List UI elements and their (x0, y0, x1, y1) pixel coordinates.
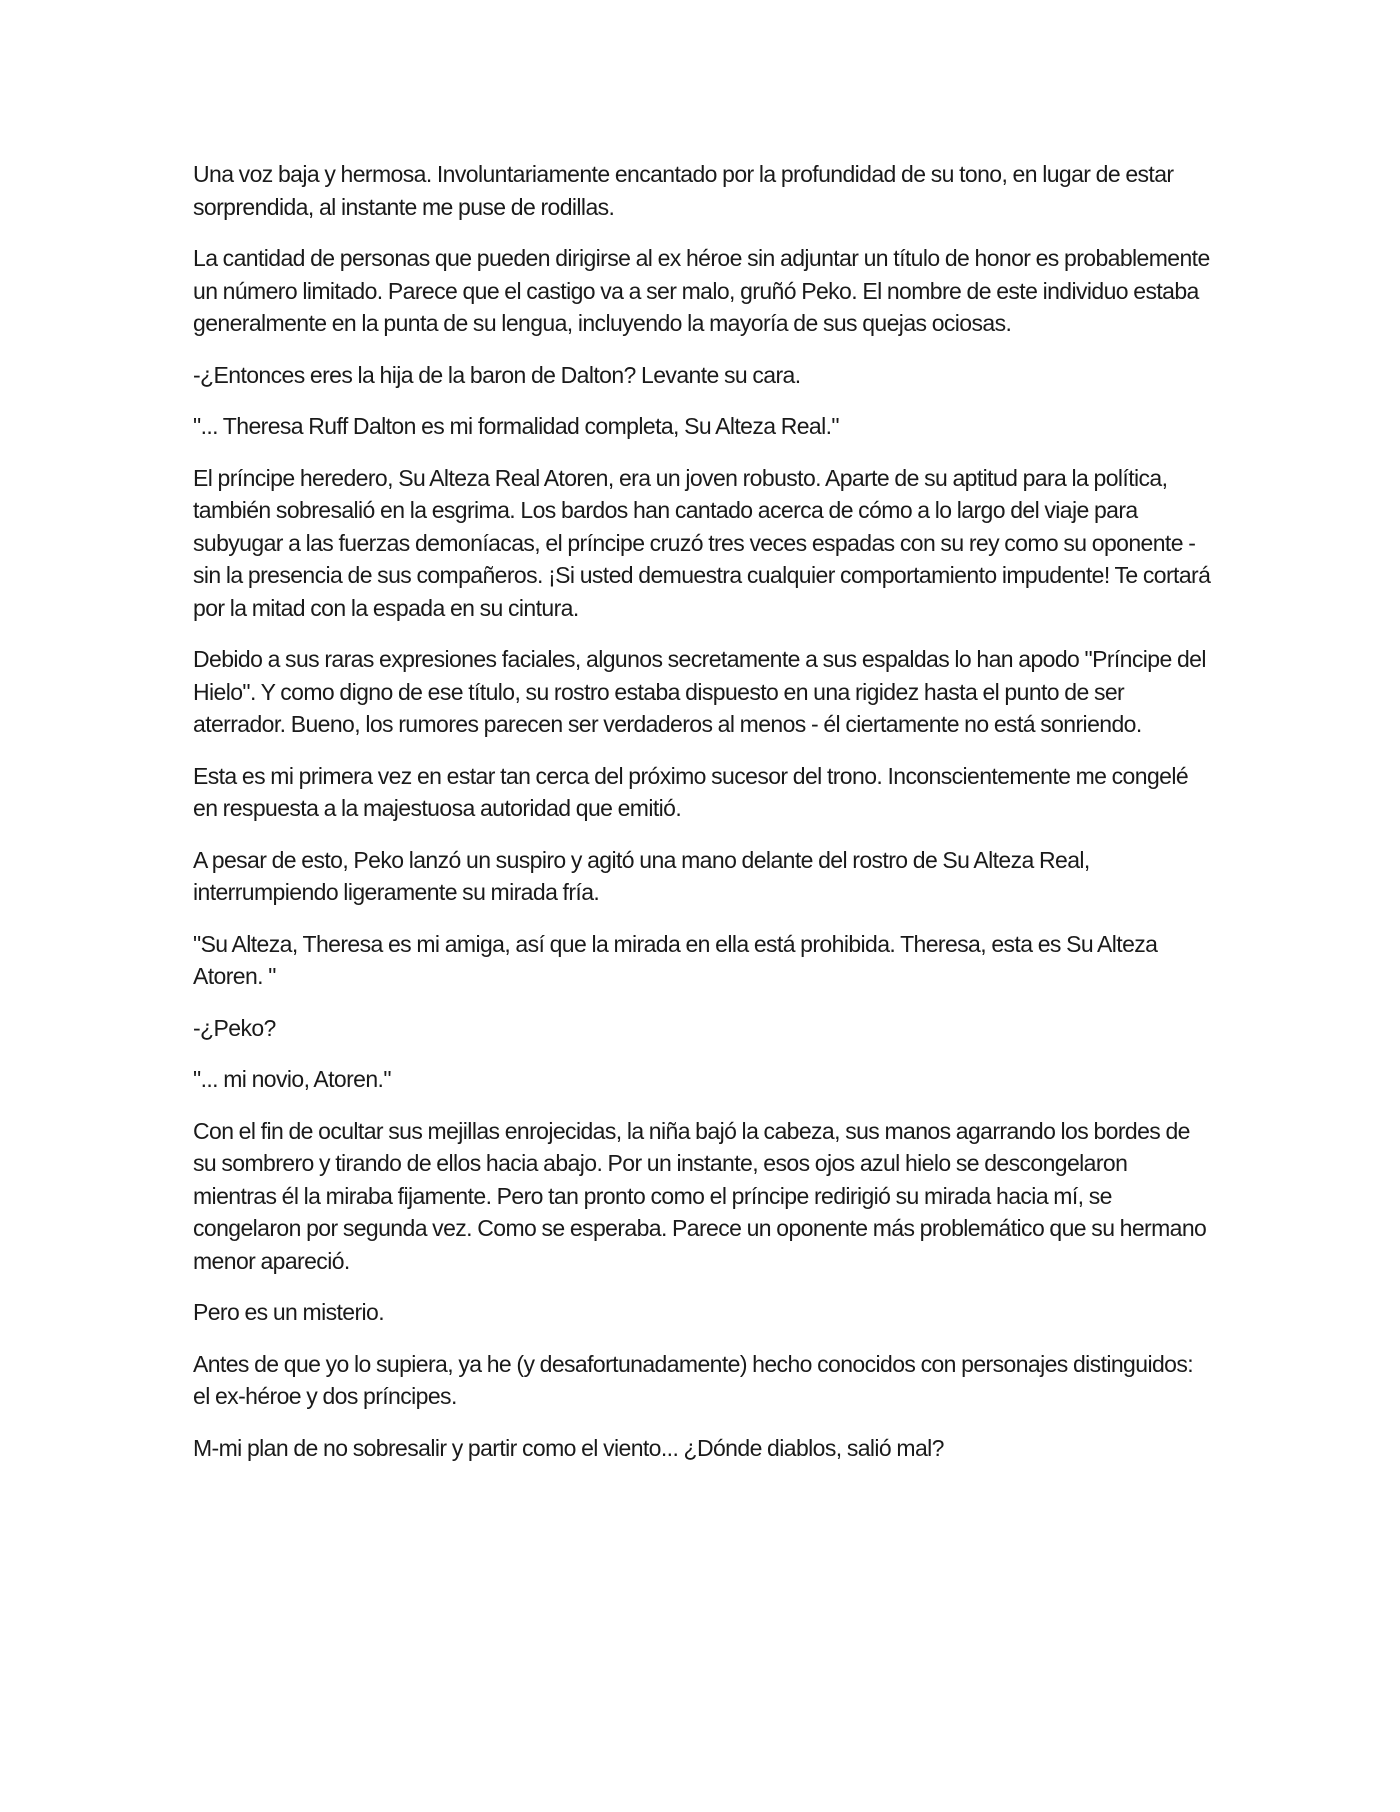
paragraph: El príncipe heredero, Su Alteza Real Atoren, era un joven robusto. Aparte de su aptitud para la política, también sobresalió en la esgrima. Los bardos han cantado acerca de cómo a lo largo del viaje para subyugar a las fuerzas demoníacas, el príncipe cruzó tres veces espadas con su rey como su oponente - sin la presencia de sus compañeros. ¡Si usted demuestra cualquier comportamiento impudente! Te cortará por la mitad con la espada en su cintura. (193, 464, 1211, 621)
paragraph: Esta es mi primera vez en estar tan cerca del próximo sucesor del trono. Inconscientemente me congelé en respuesta a la majestuosa autoridad que emitió. (193, 762, 1189, 821)
paragraph: "... Theresa Ruff Dalton es mi formalidad completa, Su Alteza Real." (193, 413, 839, 439)
paragraph: Una voz baja y hermosa. Involuntariamente encantado por la profundidad de su tono, en lugar de estar sorprendida, al instante me puse de rodillas. (193, 161, 1174, 220)
paragraph: Pero es un misterio. (193, 1299, 385, 1325)
paragraph: "Su Alteza, Theresa es mi amiga, así que la mirada en ella está prohibida. Theresa, esta es Su Alteza Atoren. " (193, 930, 1158, 989)
paragraph: A pesar de esto, Peko lanzó un suspiro y agitó una mano delante del rostro de Su Alteza Real, interrumpiendo ligeramente su mirada fría. (193, 846, 1090, 905)
paragraph: "... mi novio, Atoren." (193, 1066, 391, 1092)
paragraph: M-mi plan de no sobresalir y partir como el viento... ¿Dónde diablos, salió mal? (193, 1434, 944, 1461)
paragraph: -¿Entonces eres la hija de la baron de Dalton? Levante su cara. (193, 361, 801, 388)
paragraph: -¿Peko? (193, 1014, 276, 1041)
paragraph: Con el fin de ocultar sus mejillas enrojecidas, la niña bajó la cabeza, sus manos agarrando los bordes de su sombrero y tirando de ellos hacia abajo. Por un instante, esos ojos azul hielo se descongelaron mientras él la miraba fijamente. Pero tan pronto como el príncipe redirigió su mirada hacia mí, se congelaron por segunda vez. Como se esperaba. Parece un oponente más problemático que su hermano menor apareció. (193, 1117, 1207, 1274)
paragraph: Antes de que yo lo supiera, ya he (y desafortunadamente) hecho conocidos con personajes distinguidos: el ex-héroe y dos príncipes. (193, 1350, 1194, 1409)
document-body (193, 158, 1213, 1483)
paragraph: Debido a sus raras expresiones faciales, algunos secretamente a sus espaldas lo han apodo "Príncipe del Hielo". Y como digno de ese título, su rostro estaba dispuesto en una rigidez hasta el punto de ser aterrador. Bueno, los rumores parecen ser verdaderos al menos - él ciertamente no está sonriendo. (193, 646, 1206, 737)
paragraph: La cantidad de personas que pueden dirigirse al ex héroe sin adjuntar un título de honor es probablemente un número limitado. Parece que el castigo va a ser malo, gruñó Peko. El nombre de este individuo estaba generalmente en la punta de su lengua, incluyendo la mayoría de sus quejas ociosas. (193, 245, 1210, 336)
